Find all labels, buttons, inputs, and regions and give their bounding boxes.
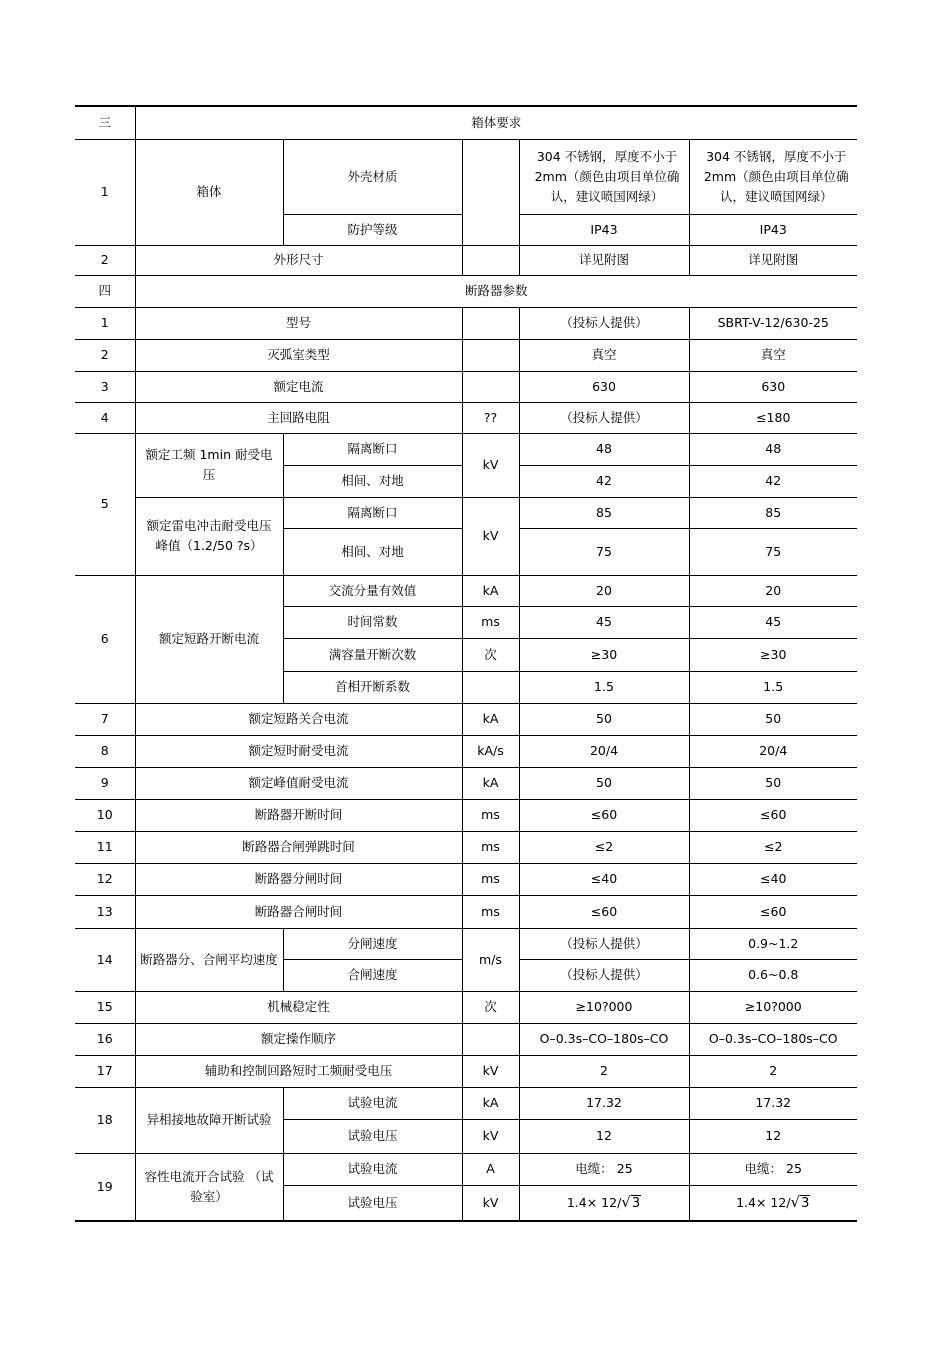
value-cell: IP43 — [689, 214, 857, 245]
value-cell: 12 — [689, 1119, 857, 1153]
value-cell: 电缆： 25 — [689, 1153, 857, 1185]
value-cell: 50 — [689, 767, 857, 799]
formula-prefix: 1.4× 12/ — [566, 1194, 622, 1210]
row-number: 6 — [75, 575, 135, 703]
unit-cell: ?? — [462, 402, 519, 433]
unit-cell: ms — [462, 895, 519, 928]
item-label: 灭弧室类型 — [135, 339, 462, 371]
value-cell: ≥30 — [689, 638, 857, 671]
value-cell: 50 — [689, 703, 857, 735]
item-label: 交流分量有效值 — [283, 575, 462, 606]
item-label: 断路器合闸时间 — [135, 895, 462, 928]
row-number: 11 — [75, 831, 135, 863]
table-row — [75, 799, 857, 831]
unit-cell: kV — [462, 1119, 519, 1153]
group-label: 额定雷电冲击耐受电压 峰值（1.2/50 ?s） — [135, 497, 283, 575]
item-label: 额定电流 — [135, 371, 462, 402]
value-cell: 17.32 — [519, 1087, 689, 1119]
table-row — [75, 402, 857, 433]
item-label: 隔离断口 — [283, 433, 462, 465]
item-label: 机械稳定性 — [135, 991, 462, 1023]
sqrt-radicand: 3 — [801, 1195, 810, 1211]
unit-cell: kV — [462, 1185, 519, 1221]
sqrt-symbol: √3 — [790, 1192, 810, 1211]
row-number: 9 — [75, 767, 135, 799]
item-label: 型号 — [135, 307, 462, 339]
item-label: 断路器合闸弹跳时间 — [135, 831, 462, 863]
table-row — [75, 497, 857, 528]
item-label: 时间常数 — [283, 606, 462, 638]
value-cell: 电缆： 25 — [519, 1153, 689, 1185]
value-cell: IP43 — [519, 214, 689, 245]
unit-cell — [462, 245, 519, 275]
unit-cell: A — [462, 1153, 519, 1185]
value-cell: 48 — [519, 433, 689, 465]
section-title: 箱体要求 — [135, 106, 857, 139]
row-number: 2 — [75, 339, 135, 371]
unit-cell — [462, 307, 519, 339]
table-row — [75, 703, 857, 735]
item-label: 分闸速度 — [283, 928, 462, 959]
value-cell: 304 不锈钢，厚度不小于 2mm（颜色由项目单位确认，建议喷国网绿） — [519, 139, 689, 214]
unit-cell — [462, 671, 519, 703]
value-cell: 2 — [519, 1055, 689, 1087]
value-cell: SBRT-V-12/630-25 — [689, 307, 857, 339]
item-label: 主回路电阻 — [135, 402, 462, 433]
item-label: 首相开断系数 — [283, 671, 462, 703]
item-label: 试验电压 — [283, 1185, 462, 1221]
value-cell: 42 — [519, 465, 689, 497]
value-cell: （投标人提供） — [519, 928, 689, 959]
group-label: 断路器分、合闸平均速度 — [135, 928, 283, 991]
value-cell: ≤60 — [519, 799, 689, 831]
item-label: 额定峰值耐受电流 — [135, 767, 462, 799]
unit-cell: 次 — [462, 638, 519, 671]
value-cell: 1.5 — [689, 671, 857, 703]
unit-cell: kA — [462, 575, 519, 606]
value-cell: 0.6~0.8 — [689, 959, 857, 991]
table-row — [75, 863, 857, 895]
value-cell: 详见附图 — [519, 245, 689, 275]
value-cell: ≤180 — [689, 402, 857, 433]
value-cell: 20 — [689, 575, 857, 606]
row-number: 18 — [75, 1087, 135, 1153]
group-label: 额定短路开断电流 — [135, 575, 283, 703]
value-cell: 详见附图 — [689, 245, 857, 275]
item-label: 满容量开断次数 — [283, 638, 462, 671]
value-cell: O–0.3s–CO–180s–CO — [519, 1023, 689, 1055]
item-label: 外形尺寸 — [135, 245, 462, 275]
unit-cell: kV — [462, 1055, 519, 1087]
row-number: 三 — [75, 106, 135, 139]
item-label: 额定操作顺序 — [135, 1023, 462, 1055]
table-row — [75, 307, 857, 339]
row-number: 7 — [75, 703, 135, 735]
value-cell: 45 — [689, 606, 857, 638]
unit-cell: kV — [462, 433, 519, 497]
row-number: 14 — [75, 928, 135, 991]
table-row — [75, 895, 857, 928]
section-row — [75, 106, 857, 139]
item-label: 防护等级 — [283, 214, 462, 245]
value-cell: 20/4 — [519, 735, 689, 767]
value-cell: 真空 — [689, 339, 857, 371]
group-label: 箱体 — [135, 139, 283, 245]
unit-cell: kV — [462, 497, 519, 575]
value-cell: 630 — [689, 371, 857, 402]
unit-cell: ms — [462, 863, 519, 895]
row-number: 13 — [75, 895, 135, 928]
value-cell: ≤40 — [519, 863, 689, 895]
unit-cell: ms — [462, 606, 519, 638]
value-cell: 304 不锈钢，厚度不小于 2mm（颜色由项目单位确认，建议喷国网绿） — [689, 139, 857, 214]
value-cell: 45 — [519, 606, 689, 638]
value-cell: 2 — [689, 1055, 857, 1087]
row-number: 3 — [75, 371, 135, 402]
value-cell: ≤2 — [519, 831, 689, 863]
table-row — [75, 1153, 857, 1185]
value-cell: （投标人提供） — [519, 307, 689, 339]
unit-cell — [462, 371, 519, 402]
unit-cell: m/s — [462, 928, 519, 991]
row-number: 4 — [75, 402, 135, 433]
group-label: 容性电流开合试验 （试验室） — [135, 1153, 283, 1221]
unit-cell — [462, 139, 519, 245]
value-cell: 630 — [519, 371, 689, 402]
section-row — [75, 275, 857, 307]
table-row — [75, 433, 857, 465]
sqrt-radicand: 3 — [631, 1195, 641, 1211]
table-row — [75, 767, 857, 799]
value-cell: 75 — [689, 528, 857, 575]
value-cell: ≥30 — [519, 638, 689, 671]
item-label: 合闸速度 — [283, 959, 462, 991]
row-number: 5 — [75, 433, 135, 575]
value-cell: 50 — [519, 767, 689, 799]
value-cell: 85 — [519, 497, 689, 528]
table-row — [75, 1023, 857, 1055]
value-cell: ≤2 — [689, 831, 857, 863]
unit-cell: 次 — [462, 991, 519, 1023]
table-row — [75, 575, 857, 606]
value-cell — [689, 1185, 857, 1221]
table-row — [75, 831, 857, 863]
table-row — [75, 339, 857, 371]
value-cell: ≤60 — [689, 895, 857, 928]
unit-cell: kA — [462, 703, 519, 735]
value-cell: （投标人提供） — [519, 402, 689, 433]
unit-cell — [462, 339, 519, 371]
table-row — [75, 928, 857, 959]
value-cell: 48 — [689, 433, 857, 465]
row-number: 8 — [75, 735, 135, 767]
unit-cell: kA/s — [462, 735, 519, 767]
item-label: 相间、对地 — [283, 528, 462, 575]
value-cell: ≤60 — [689, 799, 857, 831]
value-cell: 20/4 — [689, 735, 857, 767]
value-cell: 1.5 — [519, 671, 689, 703]
value-cell: 12 — [519, 1119, 689, 1153]
item-label: 外壳材质 — [283, 139, 462, 214]
value-cell: ≥10?000 — [519, 991, 689, 1023]
value-cell: 17.32 — [689, 1087, 857, 1119]
value-cell — [519, 1185, 689, 1221]
value-cell: 50 — [519, 703, 689, 735]
group-label: 异相接地故障开断试验 — [135, 1087, 283, 1153]
table-row — [75, 991, 857, 1023]
value-cell: 真空 — [519, 339, 689, 371]
value-cell: 75 — [519, 528, 689, 575]
unit-cell: ms — [462, 799, 519, 831]
value-cell: 85 — [689, 497, 857, 528]
group-label: 额定工频 1min 耐受电压 — [135, 433, 283, 497]
row-number: 1 — [75, 307, 135, 339]
item-label: 断路器开断时间 — [135, 799, 462, 831]
formula-prefix: 1.4× 12/ — [736, 1194, 791, 1210]
value-cell: 42 — [689, 465, 857, 497]
value-cell: O–0.3s–CO–180s–CO — [689, 1023, 857, 1055]
value-cell: （投标人提供） — [519, 959, 689, 991]
item-label: 额定短路关合电流 — [135, 703, 462, 735]
item-label: 相间、对地 — [283, 465, 462, 497]
row-number: 2 — [75, 245, 135, 275]
unit-cell: kA — [462, 1087, 519, 1119]
row-number: 15 — [75, 991, 135, 1023]
section-title: 断路器参数 — [135, 275, 857, 307]
value-cell: ≤60 — [519, 895, 689, 928]
row-number: 10 — [75, 799, 135, 831]
table-row — [75, 371, 857, 402]
item-label: 辅助和控制回路短时工频耐受电压 — [135, 1055, 462, 1087]
row-number: 16 — [75, 1023, 135, 1055]
item-label: 试验电流 — [283, 1153, 462, 1185]
item-label: 试验电流 — [283, 1087, 462, 1119]
unit-cell: kA — [462, 767, 519, 799]
item-label: 额定短时耐受电流 — [135, 735, 462, 767]
table-row — [75, 735, 857, 767]
item-label: 断路器分闸时间 — [135, 863, 462, 895]
table-row — [75, 139, 857, 214]
value-cell: 20 — [519, 575, 689, 606]
row-number: 12 — [75, 863, 135, 895]
row-number: 1 — [75, 139, 135, 245]
row-number: 17 — [75, 1055, 135, 1087]
value-cell: ≤40 — [689, 863, 857, 895]
table-row — [75, 1055, 857, 1087]
item-label: 隔离断口 — [283, 497, 462, 528]
item-label: 试验电压 — [283, 1119, 462, 1153]
sqrt-symbol: √3 — [621, 1192, 641, 1211]
unit-cell: ms — [462, 831, 519, 863]
row-number: 19 — [75, 1153, 135, 1221]
table-row — [75, 245, 857, 275]
value-cell: 0.9~1.2 — [689, 928, 857, 959]
value-cell: ≥10?000 — [689, 991, 857, 1023]
spec-table — [75, 105, 857, 1222]
unit-cell — [462, 1023, 519, 1055]
table-row — [75, 1087, 857, 1119]
row-number: 四 — [75, 275, 135, 307]
